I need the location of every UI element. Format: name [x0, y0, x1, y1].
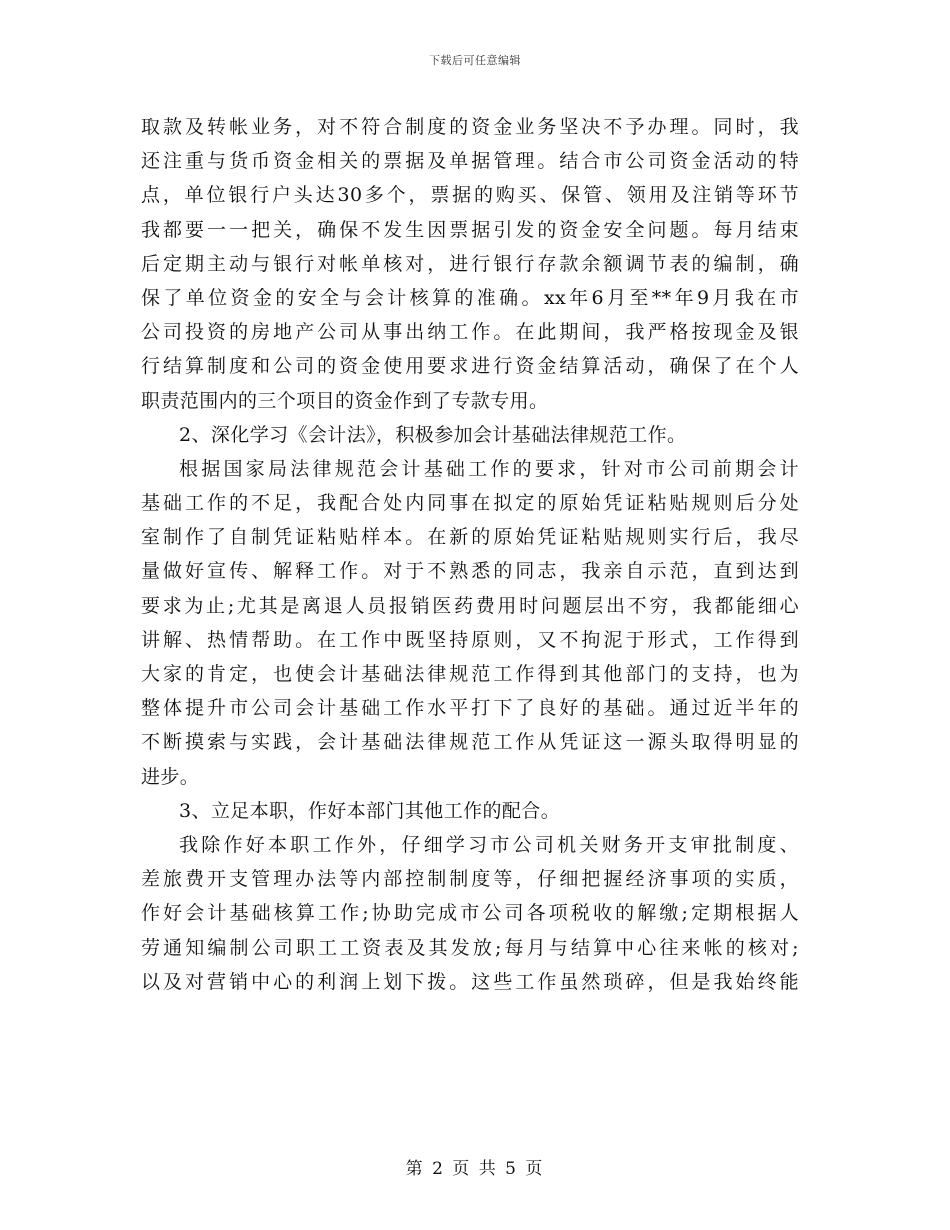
page-number-footer: 第 2 页 共 5 页 [405, 1159, 545, 1179]
text-line: 进步。 [141, 765, 200, 788]
text-line: 劳通知编制公司职工工资表及其发放;每月与结算中心往来帐的核对; [141, 936, 799, 959]
text-line: 保了单位资金的安全与会计核算的准确。xx年6月至**年9月我在市 [141, 286, 799, 309]
section-heading: 3、立足本职，作好本部门其他工作的配合。 [179, 799, 561, 822]
section-heading: 2、深化学习《会计法》，积极参加会计基础法律规范工作。 [179, 423, 687, 446]
text-line: 行结算制度和公司的资金使用要求进行资金结算活动，确保了在个人 [141, 355, 799, 378]
text-line: 我除作好本职工作外，仔细学习市公司机关财务开支审批制度、 [179, 833, 799, 856]
document-body [141, 110, 799, 999]
text-line: 要求为止;尤其是离退人员报销医药费用时问题层出不穷，我都能细心 [141, 594, 799, 617]
text-line: 整体提升市公司会计基础工作水平打下了良好的基础。通过近半年的 [141, 697, 799, 720]
text-line: 不断摸索与实践，会计基础法律规范工作从凭证这一源头取得明显的 [141, 731, 799, 754]
text-line: 量做好宣传、解释工作。对于不熟悉的同志，我亲自示范，直到达到 [141, 560, 799, 583]
text-line: 还注重与货币资金相关的票据及单据管理。结合市公司资金活动的特 [141, 150, 799, 173]
text-line: 基础工作的不足，我配合处内同事在拟定的原始凭证粘贴规则后分处 [141, 492, 799, 515]
text-line: 我都要一一把关，确保不发生因票据引发的资金安全问题。每月结束 [141, 218, 799, 241]
text-line: 根据国家局法律规范会计基础工作的要求，针对市公司前期会计 [179, 457, 799, 480]
text-line: 作好会计基础核算工作;协助完成市公司各项税收的解缴;定期根据人 [141, 902, 799, 925]
text-line: 公司投资的房地产公司从事出纳工作。在此期间，我严格按现金及银 [141, 321, 799, 344]
text-line: 差旅费开支管理办法等内部控制制度等，仔细把握经济事项的实质， [141, 868, 799, 891]
text-line: 取款及转帐业务，对不符合制度的资金业务坚决不予办理。同时，我 [141, 116, 799, 138]
text-line: 职责范围内的三个项目的资金作到了专款专用。 [141, 389, 549, 412]
page-header: 下载后可任意编辑 [429, 54, 521, 67]
text-line: 后定期主动与银行对帐单核对，进行银行存款余额调节表的编制，确 [141, 252, 799, 275]
text-line: 室制作了自制凭证粘贴样本。在新的原始凭证粘贴规则实行后，我尽 [141, 526, 799, 549]
text-line: 大家的肯定，也使会计基础法律规范工作得到其他部门的支持，也为 [141, 663, 799, 685]
text-line: 以及对营销中心的利润上划下拨。这些工作虽然琐碎，但是我始终能 [141, 970, 799, 993]
text-line: 点，单位银行户头达30多个，票据的购买、保管、领用及注销等环节 [141, 184, 799, 207]
text-line: 讲解、热情帮助。在工作中既坚持原则，又不拘泥于形式，工作得到 [141, 628, 799, 651]
